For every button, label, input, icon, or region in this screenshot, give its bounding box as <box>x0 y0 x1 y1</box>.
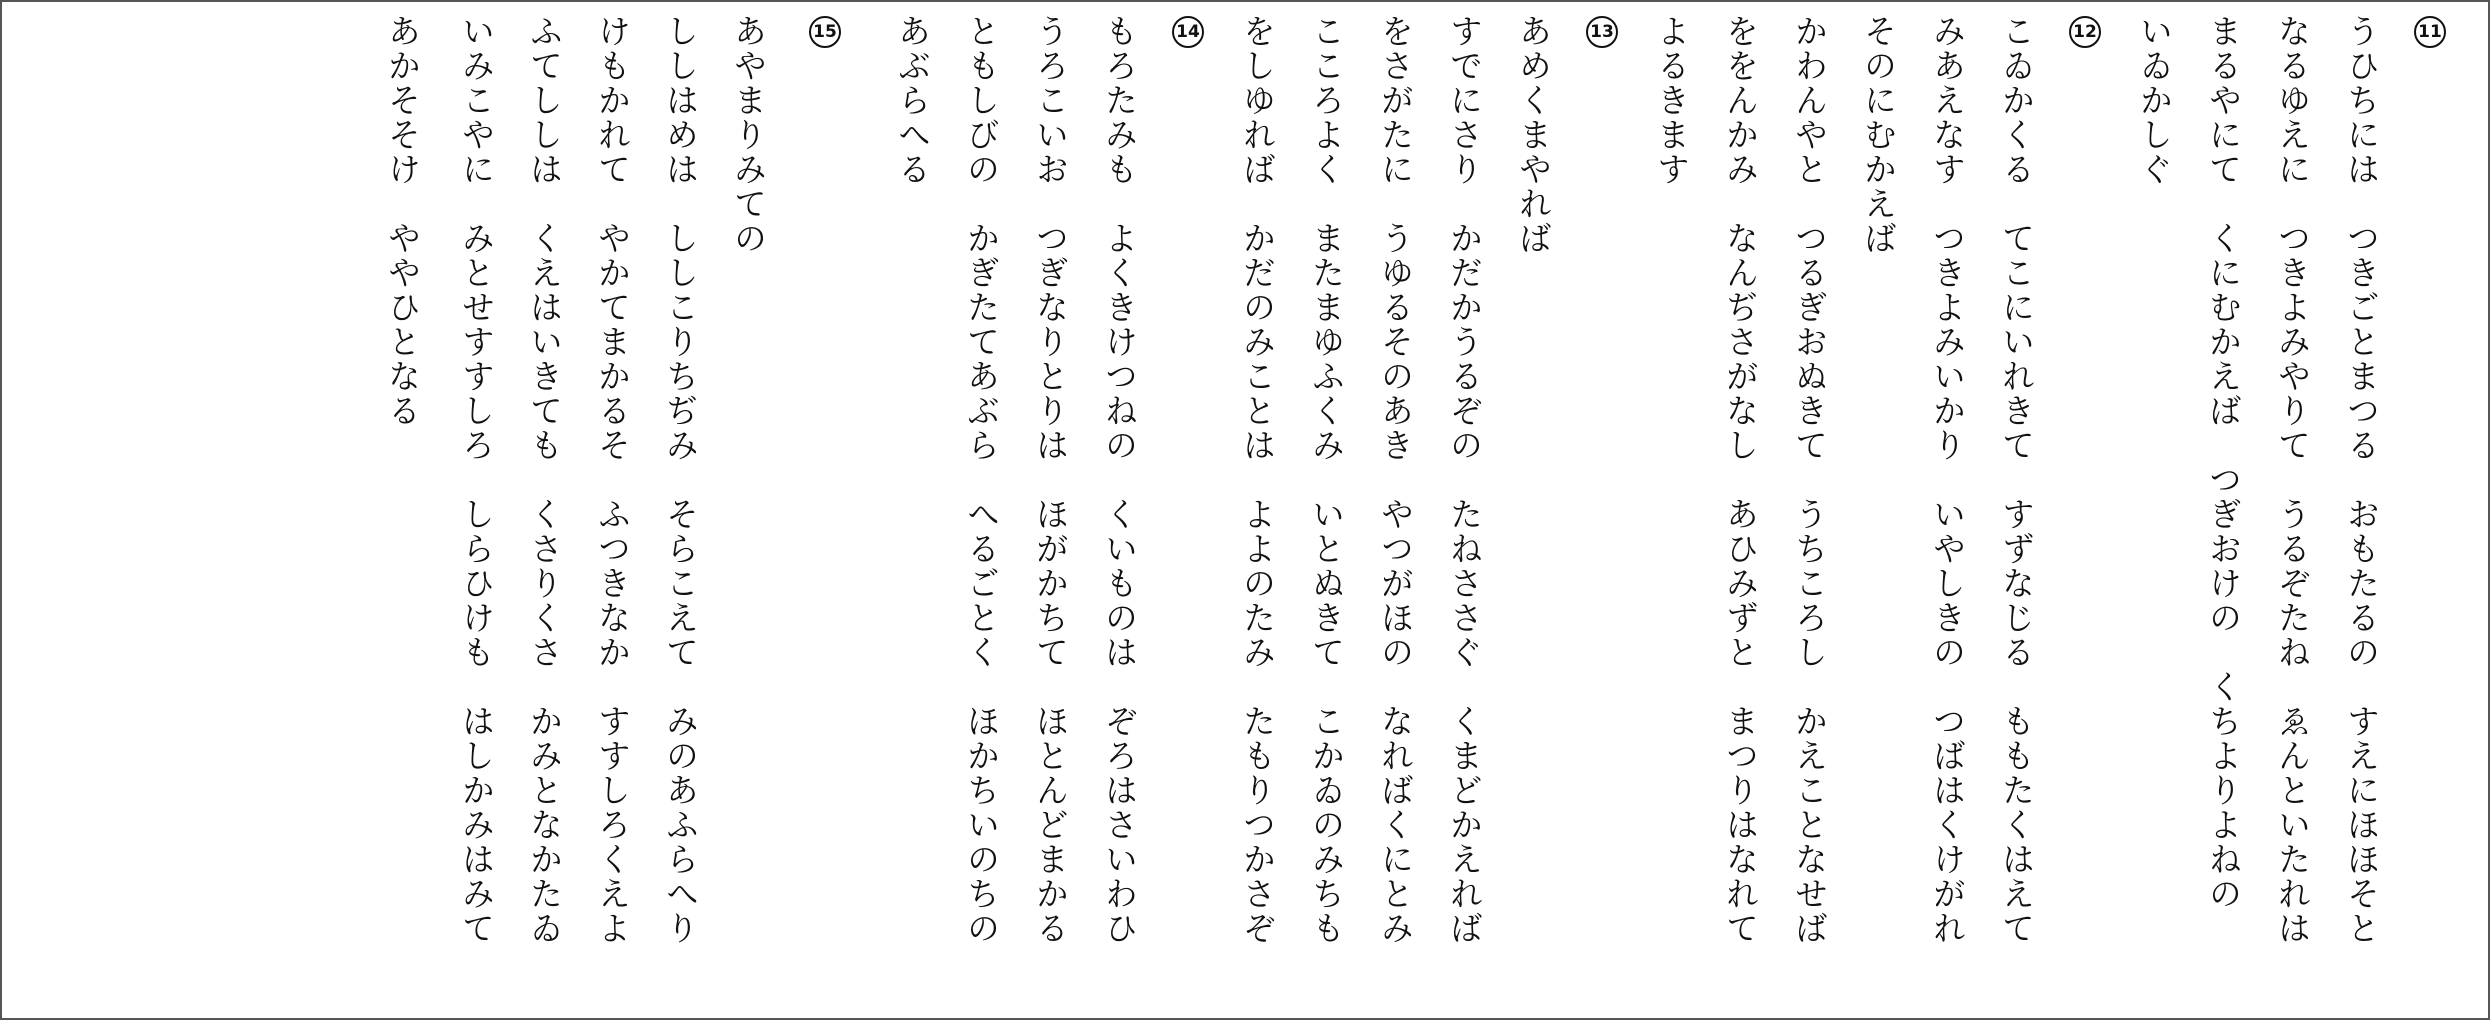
text-column: あぶらへる <box>893 14 932 187</box>
text-column: こゐかくる てこにいれきて すずなじる ももたくはえて <box>1997 14 2036 946</box>
text-column: をしゆれば かだのみことは よよのたみ たもりつかさぞ <box>1238 14 1277 946</box>
section-number-15: 15 <box>809 16 841 48</box>
section-number-14: 14 <box>1172 16 1204 48</box>
text-column: うひちには つきごとまつる おもたるの すえにほほそと <box>2342 14 2381 946</box>
text-column: すでにさり かだかうるぞの たねささぐ くまどかえれば <box>1445 14 1484 946</box>
text-column: まるやにて くにむかえば つぎおけの くちよりよねの <box>2204 14 2243 911</box>
text-column: ふてししは くえはいきても くさりくさ かみとなかたゐ <box>525 14 564 946</box>
text-column: ををんかみ なんぢさがなし あひみずと まつりはなれて <box>1721 14 1760 946</box>
text-column: みあえなす つきよみいかり いやしきの つばはくけがれ <box>1928 14 1967 946</box>
text-column: よるきます <box>1652 14 1691 187</box>
text-column: ともしびの かぎたてあぶら へるごとく ほかちいのちの <box>962 14 1001 946</box>
text-column: こころよく またまゆふくみ いとぬきて こかゐのみちも <box>1307 14 1346 946</box>
text-column: けもかれて やかてまかるそ ふつきなか すすしろくえよ <box>593 14 632 946</box>
text-column: あめくまやれば <box>1514 14 1553 256</box>
text-column: そのにむかえば <box>1859 14 1898 256</box>
section-number-12: 12 <box>2069 16 2101 48</box>
text-column: をさがたに うゆるそのあき やつがほの なればくにとみ <box>1376 14 1415 946</box>
text-column: なるゆえに つきよみやりて うるぞたね ゑんといたれは <box>2273 14 2312 946</box>
text-column: もろたみも よくきけつねの くいものは ぞろはさいわひ <box>1100 14 1139 946</box>
text-column: あかそそけ ややひとなる <box>383 14 422 428</box>
text-column: かわんやと つるぎおぬきて うちころし かえことなせば <box>1790 14 1829 946</box>
text-column: あやまりみての <box>729 14 768 256</box>
text-column: ししはめは ししこりちぢみ そらこえて みのあふらへり <box>661 14 700 946</box>
text-column: いみこやに みとせすすしろ しらひけも はしかみはみて <box>457 14 496 946</box>
text-column: いゐかしぐ <box>2135 14 2174 187</box>
section-number-11: 11 <box>2414 16 2446 48</box>
text-column: うろこいお つぎなりとりは ほがかちて ほとんどまかる <box>1031 14 1070 946</box>
section-number-13: 13 <box>1586 16 1618 48</box>
